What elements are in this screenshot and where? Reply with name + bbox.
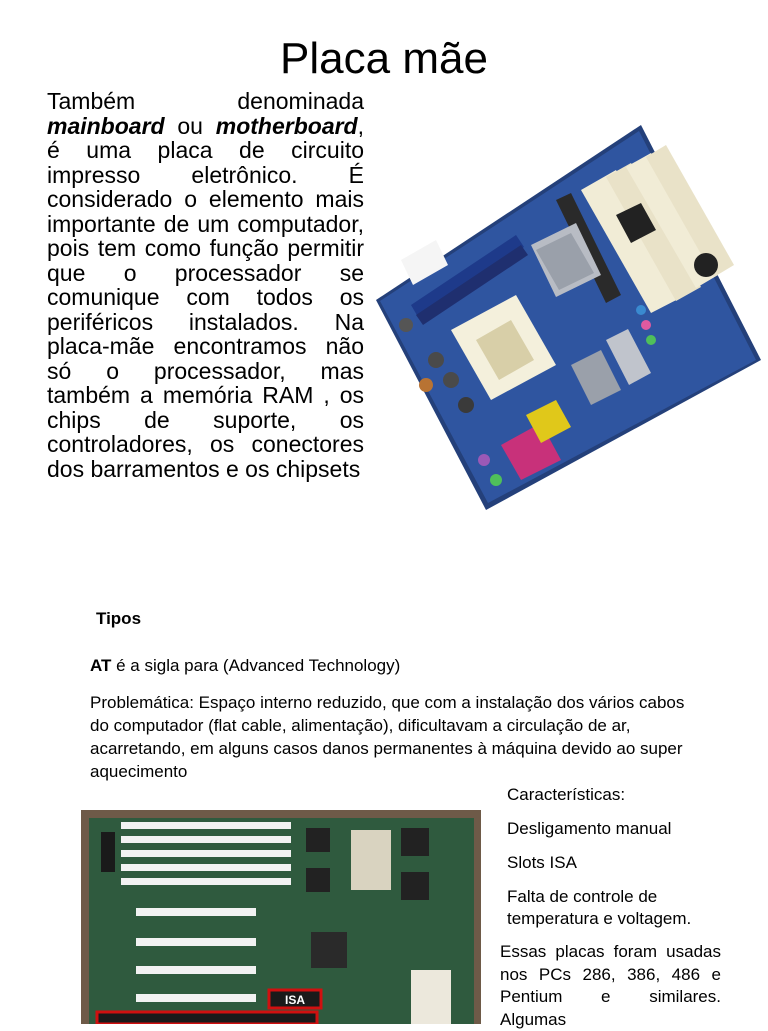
intro-text-1: Também denominada bbox=[47, 88, 364, 114]
page-title: Placa mãe bbox=[280, 34, 488, 83]
intro-paragraph bbox=[47, 89, 364, 481]
isa-label: ISA bbox=[284, 993, 306, 1007]
characteristic-item: Falta de controle de temperatura e voltagem. bbox=[507, 887, 692, 928]
characteristic-item: Desligamento manual bbox=[507, 819, 672, 838]
at-definition bbox=[90, 656, 400, 676]
essas-paragraph: Essas placas foram usadas nos PCs 286, 386, 486 e Pentium e similares. Algumas bbox=[500, 942, 721, 1029]
characteristics-heading: Características: bbox=[507, 785, 626, 804]
section-heading-tipos: Tipos bbox=[96, 609, 142, 628]
at-motherboard-image bbox=[81, 810, 481, 1024]
characteristics-list bbox=[507, 784, 727, 942]
term-motherboard: motherboard bbox=[215, 112, 358, 139]
at-definition-text: é a sigla para (Advanced Technology) bbox=[111, 656, 401, 675]
intro-text-2: ou bbox=[164, 112, 216, 139]
problem-paragraph: Problemática: Espaço interno reduzido, que com a instalação dos vários cabos do computador (flat cable, alimentação), dificultavam a circulação de ar, acarretando, em alguns casos danos permanentes à máquina devido ao super aquecimento bbox=[90, 693, 685, 781]
motherboard-image bbox=[366, 115, 768, 515]
at-term: AT bbox=[90, 656, 112, 675]
characteristic-item: Slots ISA bbox=[507, 853, 577, 872]
intro-text-3: , é uma placa de circuito impresso eletrônico. É considerado o elemento mais importante de um computador, pois tem como função permitir que o processador se comunique com todos os periféricos instalados. Na placa-mãe encontramos não só o processador, mas também a memória RAM , os chips de suporte, os controladores, os conectores dos barramentos e os chipsets bbox=[47, 112, 364, 482]
term-mainboard: mainboard bbox=[47, 112, 165, 139]
